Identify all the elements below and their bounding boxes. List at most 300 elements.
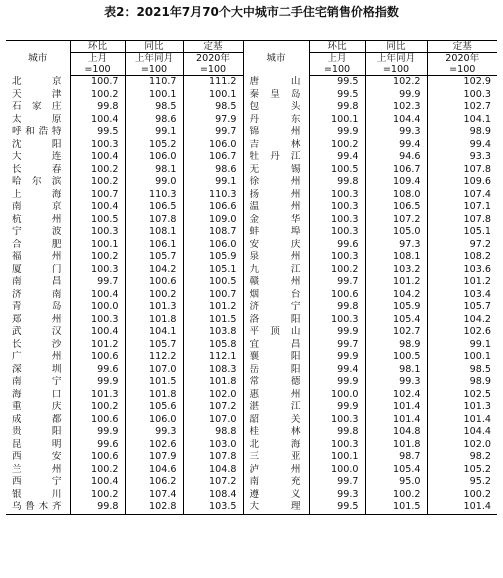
right-city-cell: 大 理 (243, 501, 309, 514)
left-city-cell: 广 州 (12, 351, 62, 362)
left-mom-cell: 99.9 (70, 376, 125, 389)
right-mom-cell: 100.1 (309, 451, 365, 464)
table-header (6, 41, 497, 76)
left-city-cell: 天 津 (12, 88, 62, 100)
left-mom-cell: 101.3 (70, 389, 125, 402)
right-mom-cell: 99.6 (309, 239, 365, 252)
header-mom-sub2-left: =100 (70, 64, 125, 76)
right-base-cell: 98.9 (427, 126, 497, 139)
header-mom-left: 环比 (70, 41, 125, 53)
left-mom-cell: 100.2 (70, 489, 125, 502)
right-mom-cell: 100.3 (309, 226, 365, 239)
table-row (6, 189, 497, 202)
right-yoy-cell: 102.4 (365, 389, 427, 402)
right-city-cell: 唐 山 (243, 76, 309, 89)
left-base-cell: 101.2 (183, 301, 243, 314)
left-mom-cell: 100.6 (70, 351, 125, 364)
table-row (6, 476, 497, 489)
left-city-cell: 大 连 (12, 151, 62, 162)
left-yoy-cell: 99.3 (125, 426, 183, 439)
left-base-cell: 108.4 (183, 489, 243, 502)
table-row (6, 251, 497, 264)
left-base-cell: 99.1 (183, 176, 243, 189)
left-base-cell: 99.7 (183, 126, 243, 139)
right-mom-cell: 100.1 (309, 114, 365, 127)
left-mom-cell: 100.4 (70, 151, 125, 164)
right-base-cell: 93.3 (427, 151, 497, 164)
right-mom-cell: 100.3 (309, 314, 365, 327)
table-row (6, 176, 497, 189)
right-base-cell: 105.7 (427, 301, 497, 314)
right-base-cell: 103.6 (427, 264, 497, 277)
left-yoy-cell: 100.6 (125, 276, 183, 289)
table-row (6, 401, 497, 414)
table-row (6, 264, 497, 277)
right-yoy-cell: 107.2 (365, 214, 427, 227)
left-base-cell: 100.1 (183, 89, 243, 102)
right-city-cell: 桂 林 (243, 426, 309, 439)
right-city-cell: 泸 州 (243, 464, 309, 477)
right-yoy-cell: 100.2 (365, 489, 427, 502)
right-mom-cell: 100.5 (309, 164, 365, 177)
right-yoy-cell: 95.0 (365, 476, 427, 489)
left-yoy-cell: 102.8 (125, 501, 183, 514)
right-base-cell: 104.2 (427, 314, 497, 327)
left-base-cell: 108.7 (183, 226, 243, 239)
header-base-sub1-left: 2020年 (183, 53, 243, 65)
left-yoy-cell: 99.0 (125, 176, 183, 189)
left-base-cell: 105.1 (183, 264, 243, 277)
table-row (6, 151, 497, 164)
left-yoy-cell: 101.8 (125, 314, 183, 327)
left-mom-cell: 100.3 (70, 264, 125, 277)
left-yoy-cell: 106.1 (125, 239, 183, 252)
left-yoy-cell: 107.9 (125, 451, 183, 464)
right-mom-cell: 99.8 (309, 176, 365, 189)
left-base-cell: 106.0 (183, 139, 243, 152)
right-city-cell: 蚌 埠 (243, 226, 309, 239)
right-yoy-cell: 101.5 (365, 501, 427, 514)
header-base-sub2-left: =100 (183, 64, 243, 76)
left-base-cell: 105.8 (183, 339, 243, 352)
left-yoy-cell: 110.7 (125, 76, 183, 89)
left-mom-cell: 99.8 (70, 501, 125, 514)
right-mom-cell: 99.5 (309, 501, 365, 514)
right-yoy-cell: 98.7 (365, 451, 427, 464)
left-mom-cell: 100.3 (70, 139, 125, 152)
right-city-cell: 平顶山 (243, 326, 309, 339)
right-base-cell: 107.1 (427, 201, 497, 214)
table-body (6, 76, 497, 515)
left-city-cell: 武 汉 (12, 326, 62, 337)
header-city-right: 城市 (243, 41, 309, 76)
left-yoy-cell: 101.5 (125, 376, 183, 389)
left-yoy-cell: 98.1 (125, 164, 183, 177)
right-mom-cell: 99.7 (309, 339, 365, 352)
table-row (6, 164, 497, 177)
left-mom-cell: 100.4 (70, 326, 125, 339)
left-city-cell: 上 海 (12, 188, 62, 200)
left-mom-cell: 101.2 (70, 339, 125, 352)
left-yoy-cell: 105.6 (125, 401, 183, 414)
left-base-cell: 98.5 (183, 101, 243, 114)
right-mom-cell: 99.8 (309, 426, 365, 439)
right-yoy-cell: 105.4 (365, 464, 427, 477)
table-row (6, 339, 497, 352)
left-base-cell: 104.8 (183, 464, 243, 477)
right-yoy-cell: 101.8 (365, 439, 427, 452)
table-row (6, 139, 497, 152)
right-yoy-cell: 109.4 (365, 176, 427, 189)
right-base-cell: 100.2 (427, 489, 497, 502)
left-city-cell: 南 京 (12, 201, 62, 212)
right-mom-cell: 99.5 (309, 76, 365, 89)
table-row (6, 389, 497, 402)
left-mom-cell: 100.6 (70, 414, 125, 427)
header-yoy-sub2-right: =100 (365, 64, 427, 76)
left-yoy-cell: 107.4 (125, 489, 183, 502)
right-yoy-cell: 101.4 (365, 414, 427, 427)
table-row (6, 314, 497, 327)
left-city-cell: 乌鲁木齐 (12, 501, 62, 512)
table-row (6, 414, 497, 427)
right-base-cell: 97.2 (427, 239, 497, 252)
left-city-cell: 北 京 (12, 75, 62, 87)
right-city-cell: 徐 州 (243, 176, 309, 189)
right-city-cell: 丹 东 (243, 114, 309, 127)
right-base-cell: 107.8 (427, 164, 497, 177)
left-city-cell: 南 昌 (12, 276, 62, 287)
header-mom-right: 环比 (309, 41, 365, 53)
left-mom-cell: 100.7 (70, 76, 125, 89)
right-yoy-cell: 104.4 (365, 114, 427, 127)
header-base-right: 定基 (427, 41, 497, 53)
table-title: 表2：2021年7月70个大中城市二手住宅销售价格指数 (104, 5, 399, 19)
right-city-cell: 三 亚 (243, 451, 309, 464)
right-base-cell: 102.7 (427, 101, 497, 114)
right-mom-cell: 100.2 (309, 264, 365, 277)
right-base-cell: 107.8 (427, 214, 497, 227)
right-city-cell: 襄 阳 (243, 351, 309, 364)
right-base-cell: 102.0 (427, 439, 497, 452)
right-city-cell: 韶 关 (243, 414, 309, 427)
right-city-cell: 牡丹江 (243, 151, 309, 164)
left-yoy-cell: 104.1 (125, 326, 183, 339)
right-yoy-cell: 94.6 (365, 151, 427, 164)
table-row (6, 214, 497, 227)
header-city-left: 城市 (28, 52, 48, 64)
right-base-cell: 99.1 (427, 339, 497, 352)
right-mom-cell: 100.2 (309, 139, 365, 152)
left-city-cell: 郑 州 (12, 313, 62, 325)
left-yoy-cell: 104.6 (125, 464, 183, 477)
table-row (6, 276, 497, 289)
table-row (6, 464, 497, 477)
right-yoy-cell: 105.0 (365, 226, 427, 239)
left-city-cell: 海 口 (12, 388, 62, 400)
right-base-cell: 101.4 (427, 414, 497, 427)
left-yoy-cell: 99.1 (125, 126, 183, 139)
right-yoy-cell: 99.3 (365, 126, 427, 139)
left-city-cell: 成 都 (12, 413, 62, 425)
header-mom-sub1-left: 上月 (70, 53, 125, 65)
table-row (6, 501, 497, 514)
right-mom-cell: 100.3 (309, 214, 365, 227)
table-row (6, 239, 497, 252)
left-base-cell: 100.7 (183, 289, 243, 302)
left-mom-cell: 100.4 (70, 289, 125, 302)
right-mom-cell: 100.3 (309, 414, 365, 427)
right-mom-cell: 99.9 (309, 351, 365, 364)
left-yoy-cell: 107.8 (125, 214, 183, 227)
left-base-cell: 107.2 (183, 401, 243, 414)
right-mom-cell: 100.0 (309, 389, 365, 402)
right-mom-cell: 99.8 (309, 301, 365, 314)
left-city-cell: 哈尔滨 (12, 176, 62, 187)
right-mom-cell: 99.9 (309, 376, 365, 389)
left-base-cell: 101.8 (183, 376, 243, 389)
right-mom-cell: 99.7 (309, 476, 365, 489)
left-yoy-cell: 108.1 (125, 226, 183, 239)
table-row (6, 364, 497, 377)
left-yoy-cell: 101.3 (125, 301, 183, 314)
header-base-sub2-right: =100 (427, 64, 497, 76)
right-city-cell: 烟 台 (243, 289, 309, 302)
right-city-cell: 遵 义 (243, 489, 309, 502)
left-mom-cell: 100.2 (70, 401, 125, 414)
right-city-cell: 锦 州 (243, 126, 309, 139)
price-index-table (6, 40, 497, 515)
right-base-cell: 108.2 (427, 251, 497, 264)
left-yoy-cell: 106.5 (125, 201, 183, 214)
left-city-cell: 杭 州 (12, 213, 62, 225)
left-mom-cell: 100.4 (70, 114, 125, 127)
right-city-cell: 济 宁 (243, 301, 309, 314)
header-mom-sub1-right: 上月 (309, 53, 365, 65)
right-yoy-cell: 103.2 (365, 264, 427, 277)
left-mom-cell: 99.7 (70, 276, 125, 289)
left-yoy-cell: 100.2 (125, 289, 183, 302)
right-mom-cell: 100.3 (309, 439, 365, 452)
left-base-cell: 100.5 (183, 276, 243, 289)
right-city-cell: 宜 昌 (243, 339, 309, 352)
header-base-sub1-right: 2020年 (427, 53, 497, 65)
right-city-cell: 赣 州 (243, 276, 309, 289)
right-base-cell: 105.1 (427, 226, 497, 239)
left-city-cell: 济 南 (12, 288, 62, 300)
right-yoy-cell: 99.9 (365, 89, 427, 102)
left-city-cell: 西 安 (12, 451, 62, 462)
left-mom-cell: 100.2 (70, 164, 125, 177)
left-mom-cell: 99.6 (70, 439, 125, 452)
right-city-cell: 温 州 (243, 201, 309, 214)
left-city-cell: 西 宁 (12, 476, 62, 487)
left-yoy-cell: 98.6 (125, 114, 183, 127)
right-yoy-cell: 102.7 (365, 326, 427, 339)
left-yoy-cell: 110.3 (125, 189, 183, 202)
left-city-cell: 福 州 (12, 251, 62, 262)
left-mom-cell: 100.2 (70, 89, 125, 102)
left-base-cell: 112.1 (183, 351, 243, 364)
left-mom-cell: 100.6 (70, 451, 125, 464)
header-yoy-left: 同比 (125, 41, 183, 53)
left-base-cell: 98.6 (183, 164, 243, 177)
left-mom-cell: 100.4 (70, 476, 125, 489)
left-yoy-cell: 102.6 (125, 439, 183, 452)
left-yoy-cell: 105.7 (125, 251, 183, 264)
table-row (6, 89, 497, 102)
table-row (6, 326, 497, 339)
left-city-cell: 太 原 (12, 113, 62, 125)
right-base-cell: 101.4 (427, 501, 497, 514)
left-city-cell: 沈 阳 (12, 138, 62, 150)
right-yoy-cell: 100.5 (365, 351, 427, 364)
left-mom-cell: 100.2 (70, 176, 125, 189)
left-city-cell: 呼和浩特 (12, 126, 62, 137)
left-base-cell: 107.0 (183, 414, 243, 427)
right-yoy-cell: 99.3 (365, 376, 427, 389)
left-city-cell: 南 宁 (12, 376, 62, 387)
right-yoy-cell: 108.0 (365, 189, 427, 202)
right-city-cell: 洛 阳 (243, 314, 309, 327)
left-yoy-cell: 106.2 (125, 476, 183, 489)
right-mom-cell: 99.4 (309, 364, 365, 377)
right-mom-cell: 100.0 (309, 464, 365, 477)
right-mom-cell: 99.9 (309, 326, 365, 339)
left-yoy-cell: 106.0 (125, 151, 183, 164)
left-base-cell: 108.3 (183, 364, 243, 377)
right-base-cell: 98.5 (427, 364, 497, 377)
right-city-cell: 无 锡 (243, 164, 309, 177)
right-base-cell: 95.2 (427, 476, 497, 489)
right-mom-cell: 100.3 (309, 251, 365, 264)
left-city-cell: 石家庄 (12, 101, 62, 112)
table-row (6, 351, 497, 364)
header-yoy-sub1-left: 上年同月 (125, 53, 183, 65)
right-yoy-cell: 101.2 (365, 276, 427, 289)
right-base-cell: 98.9 (427, 376, 497, 389)
left-mom-cell: 100.3 (70, 314, 125, 327)
right-mom-cell: 99.4 (309, 151, 365, 164)
table-row (6, 439, 497, 452)
table-row (6, 201, 497, 214)
right-yoy-cell: 108.1 (365, 251, 427, 264)
right-city-cell: 金 华 (243, 214, 309, 227)
left-base-cell: 101.5 (183, 314, 243, 327)
right-mom-cell: 99.8 (309, 101, 365, 114)
right-yoy-cell: 102.3 (365, 101, 427, 114)
right-base-cell: 100.1 (427, 351, 497, 364)
right-city-cell: 南 充 (243, 476, 309, 489)
right-city-cell: 惠 州 (243, 389, 309, 402)
right-mom-cell: 99.3 (309, 489, 365, 502)
table-row (6, 289, 497, 302)
right-yoy-cell: 98.1 (365, 364, 427, 377)
left-city-cell: 合 肥 (12, 238, 62, 250)
right-mom-cell: 100.3 (309, 189, 365, 202)
table-row (6, 301, 497, 314)
right-mom-cell: 99.9 (309, 126, 365, 139)
left-city-cell: 长 沙 (12, 338, 62, 350)
left-city-cell: 深 圳 (12, 363, 62, 375)
right-yoy-cell: 105.9 (365, 301, 427, 314)
left-mom-cell: 100.3 (70, 226, 125, 239)
right-base-cell: 102.9 (427, 76, 497, 89)
right-city-cell: 北 海 (243, 439, 309, 452)
left-base-cell: 111.2 (183, 76, 243, 89)
right-base-cell: 101.3 (427, 401, 497, 414)
left-yoy-cell: 98.5 (125, 101, 183, 114)
left-base-cell: 97.9 (183, 114, 243, 127)
left-base-cell: 106.0 (183, 239, 243, 252)
right-city-cell: 泉 州 (243, 251, 309, 264)
table-row (6, 376, 497, 389)
left-yoy-cell: 101.8 (125, 389, 183, 402)
right-city-cell: 包 头 (243, 101, 309, 114)
left-base-cell: 103.8 (183, 326, 243, 339)
left-mom-cell: 99.5 (70, 126, 125, 139)
left-yoy-cell: 100.1 (125, 89, 183, 102)
right-base-cell: 103.4 (427, 289, 497, 302)
right-city-cell: 秦皇岛 (243, 89, 309, 102)
left-city-cell: 重 庆 (12, 401, 62, 412)
left-base-cell: 107.2 (183, 476, 243, 489)
left-mom-cell: 100.2 (70, 464, 125, 477)
right-base-cell: 102.6 (427, 326, 497, 339)
right-mom-cell: 100.6 (309, 289, 365, 302)
right-base-cell: 104.1 (427, 114, 497, 127)
right-city-cell: 安 庆 (243, 239, 309, 252)
left-yoy-cell: 112.2 (125, 351, 183, 364)
right-yoy-cell: 101.4 (365, 401, 427, 414)
header-yoy-sub2-left: =100 (125, 64, 183, 76)
left-base-cell: 109.0 (183, 214, 243, 227)
right-base-cell: 105.2 (427, 464, 497, 477)
right-yoy-cell: 98.9 (365, 339, 427, 352)
right-yoy-cell: 99.4 (365, 139, 427, 152)
right-base-cell: 109.6 (427, 176, 497, 189)
right-city-cell: 吉 林 (243, 139, 309, 152)
left-mom-cell: 100.2 (70, 251, 125, 264)
left-base-cell: 105.9 (183, 251, 243, 264)
left-mom-cell: 100.0 (70, 301, 125, 314)
right-base-cell: 107.4 (427, 189, 497, 202)
right-base-cell: 100.3 (427, 89, 497, 102)
left-city-cell: 贵 阳 (12, 426, 62, 437)
left-yoy-cell: 107.0 (125, 364, 183, 377)
left-mom-cell: 100.1 (70, 239, 125, 252)
table-row (6, 451, 497, 464)
left-base-cell: 103.0 (183, 439, 243, 452)
right-base-cell: 102.5 (427, 389, 497, 402)
table-row (6, 114, 497, 127)
right-city-cell: 岳 阳 (243, 364, 309, 377)
right-mom-cell: 99.9 (309, 401, 365, 414)
left-city-cell: 兰 州 (12, 463, 62, 475)
right-yoy-cell: 97.3 (365, 239, 427, 252)
right-yoy-cell: 104.8 (365, 426, 427, 439)
left-city-cell: 昆 明 (12, 438, 62, 450)
right-base-cell: 99.4 (427, 139, 497, 152)
left-city-cell: 青 岛 (12, 301, 62, 312)
left-yoy-cell: 104.2 (125, 264, 183, 277)
left-mom-cell: 99.6 (70, 364, 125, 377)
left-mom-cell: 100.4 (70, 201, 125, 214)
right-mom-cell: 99.7 (309, 276, 365, 289)
left-city-cell: 银 川 (12, 488, 62, 500)
left-yoy-cell: 105.2 (125, 139, 183, 152)
left-mom-cell: 99.8 (70, 101, 125, 114)
